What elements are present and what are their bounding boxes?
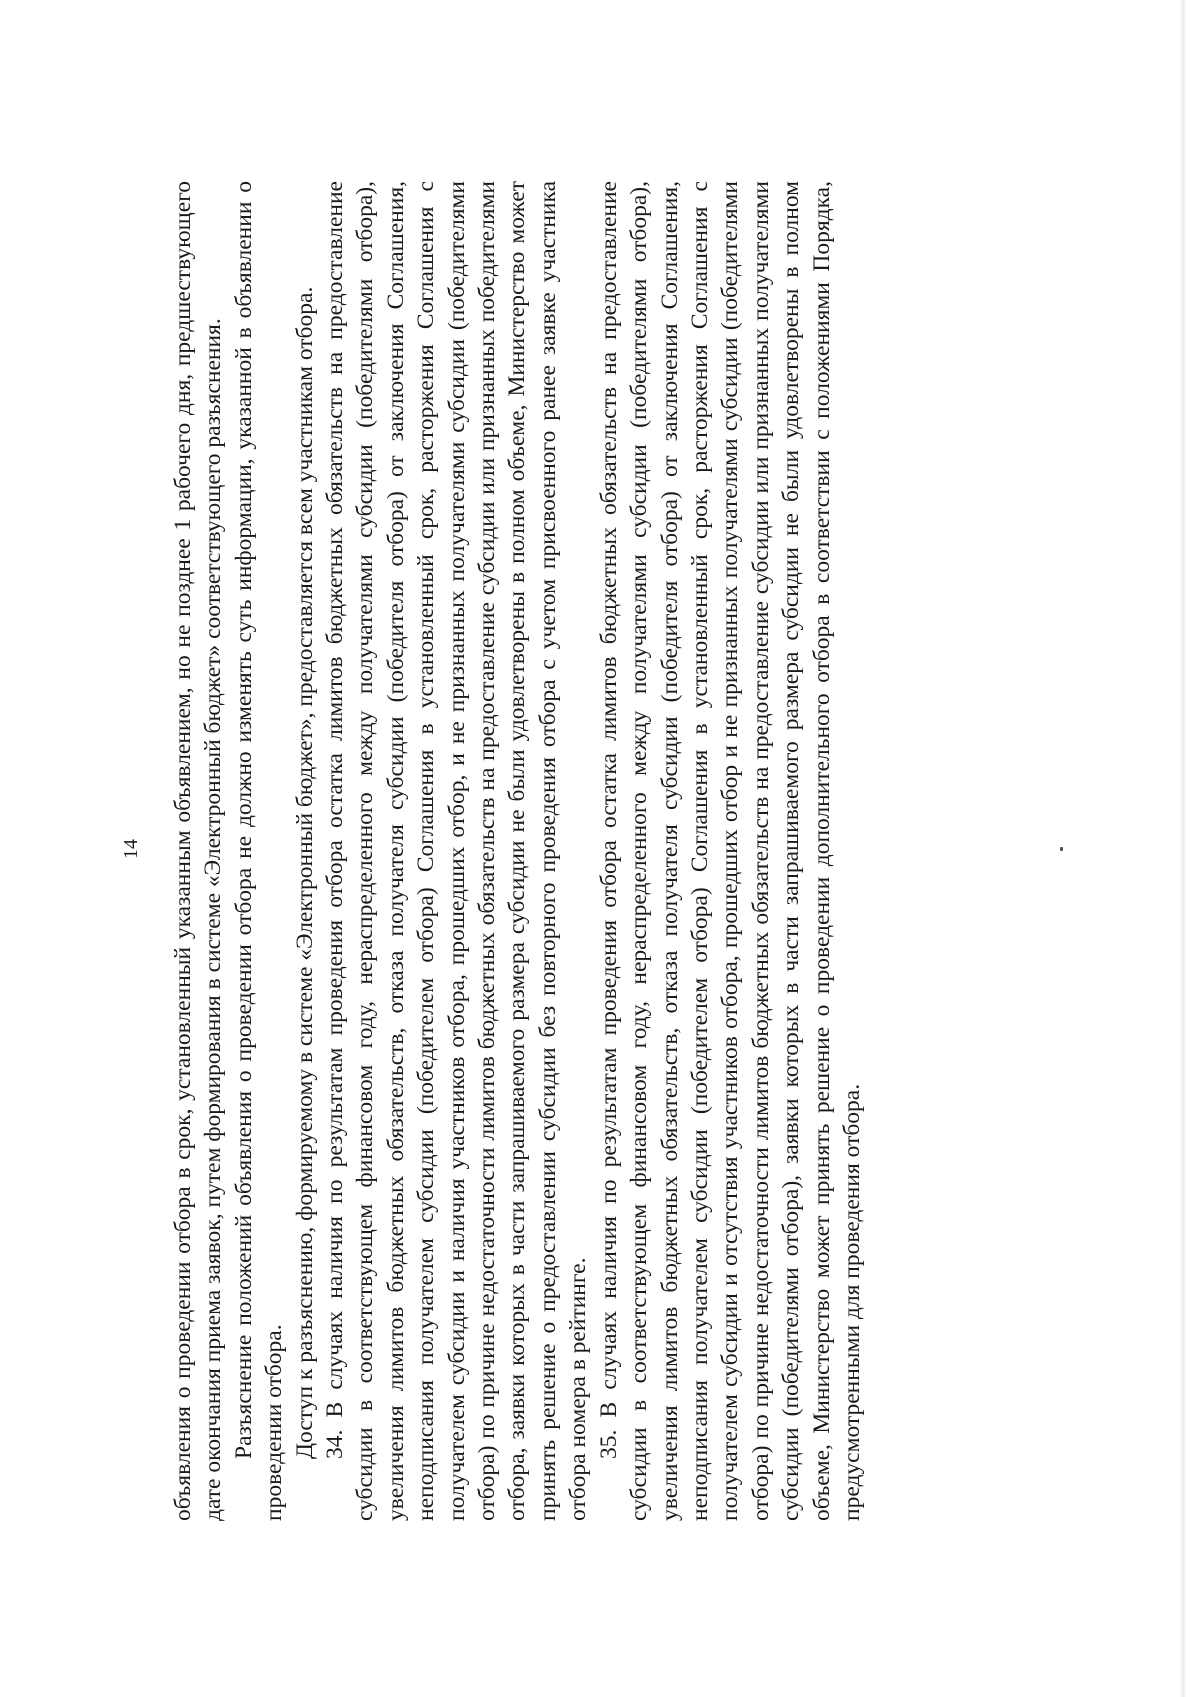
paragraph-clarification: Разъяснение положений объявления о проведении отбора не должно изменять суть информации, указанной в объявлении о проведении отбора.	[230, 181, 288, 1521]
scan-edge-artifact	[1180, 0, 1186, 1697]
page-number: 14	[120, 839, 142, 859]
paragraph-continuation: объявления о проведении отбора в срок, установленный указанным объявлением, но не позднее 1 рабочего дня, предшествующего дате окончания приема заявок, путем формирования в системе «Электронный бюджет» соответствующего разъяснения.	[170, 181, 227, 1521]
scan-speck	[1060, 847, 1063, 851]
paragraph-access: Доступ к разъяснению, формируемому в системе «Электронный бюджет», предоставляется всем участникам отбора.	[291, 286, 318, 1459]
document-body	[168, 181, 867, 1521]
paragraph-34: 34. В случаях наличия по результатам проведения отбора остатка лимитов бюджетных обязательств на предоставление субсидии в соответствующем финансовом году, нераспределенного между получателями субсидии (победителями отбора), увеличения лимитов бюджетных обязательств, отказа получателя субсидии (победителя отбора) от заключения Соглашения, неподписания получателем субсидии (победителем отбора) Соглашения в установленный срок, расторжения Соглашения с получателем субсидии и наличия участников отбора, прошедших отбор, и не признанных получателями субсидии (победителями отбора) по причине недостаточности лимитов бюджетных обязательств на предоставление субсидии или признанных победителями отбора, заявки которых в части запрашиваемого размера субсидии не были удовлетворены в полном объеме, Министерство может принять решение о предоставлении субсидии без повторного проведения отбора с учетом присвоенного ранее заявке участника отбора номера в рейтинге.	[322, 181, 592, 1521]
paragraph-35: 35. В случаях наличия по результатам проведения отбора остатка лимитов бюджетных обязательств на предоставление субсидии в соответствующем финансовом году, нераспределенного между получателями субсидии (победителями отбора), увеличения лимитов бюджетных обязательств, отказа получателя субсидии (победителя отбора) от заключения Соглашения, неподписания получателем субсидии (победителем отбора) Соглашения в установленный срок, расторжения Соглашения с получателем субсидии и отсутствия участников отбора, прошедших отбор и не признанных получателями субсидии (победителями отбора) по причине недостаточности лимитов бюджетных обязательств на предоставление субсидии или признанных получателями субсидии (победителями отбора), заявки которых в части запрашиваемого размера субсидии не были удовлетворены в полном объеме, Министерство может принять решение о проведении дополнительного отбора в соответствии с положениями Порядка, предусмотренными для проведения отбора.	[595, 181, 865, 1521]
